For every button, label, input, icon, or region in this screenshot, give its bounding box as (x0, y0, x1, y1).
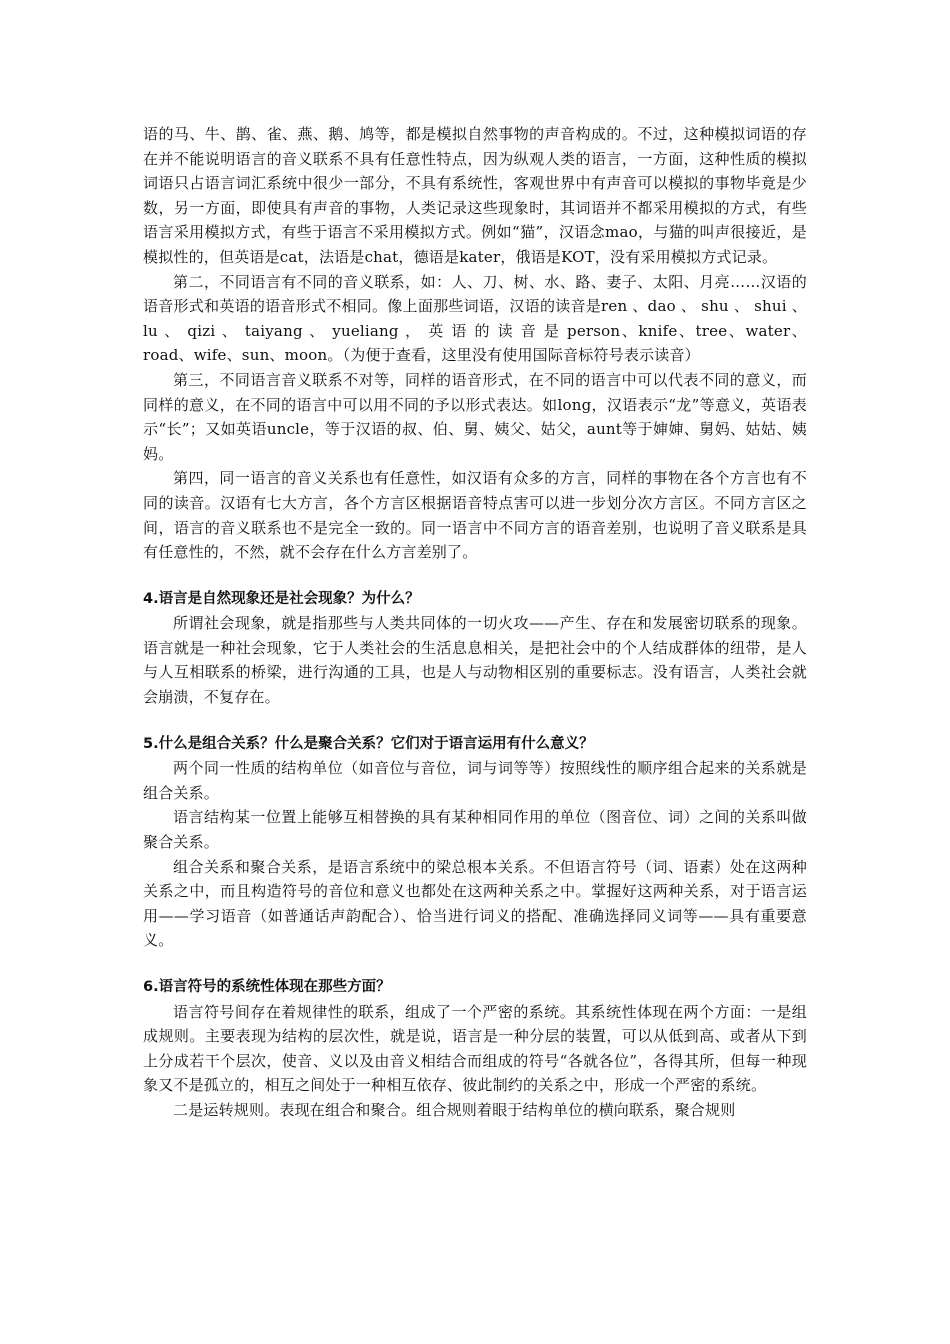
paragraph-point-three: 第三，不同语言音义联系不对等，同样的语音形式，在不同的语言中可以代表不同的意义，而同样的意义，在不同的语言中可以用不同的予以形式表达。如long，汉语表示“龙”等意义，英语表示“长”；又如英语uncle，等于汉语的叔、伯、舅、姨父、姑父，aunt等于婶婶、舅妈、姑姑、姨妈。 (143, 370, 807, 463)
answer-4-paragraph: 所谓社会现象，就是指那些与人类共同体的一切火攻——产生、存在和发展密切联系的现象。语言就是一种社会现象，它于人类社会的生活息息相关，是把社会中的个人结成群体的纽带，是人与人互相联系的桥梁，进行沟通的工具，也是人与动物相区别的重要标志。没有语言，人类社会就会崩溃，不复存在。 (143, 614, 807, 707)
section-gap (143, 953, 807, 975)
question-5-heading: 5.什么是组合关系？什么是聚合关系？它们对于语言运用有什么意义？ (143, 735, 594, 752)
paragraph-point-two: 第二，不同语言有不同的音义联系，如：人、刀、树、水、路、妻子、太阳、月亮……汉语的语音形式和英语的语音形式不相同。像上面那些词语，汉语的读音是ren 、dao 、 shu 、 shui 、 lu 、 qizi 、 taiyang 、 yueliang ， 英 语 的 读 音 是 person、knife、tree、water、road、wife、sun、moon。（为便于查看，这里没有使用国际音标符号表示读音） (143, 272, 807, 365)
paragraph-point-four: 第四，同一语言的音义关系也有任意性，如汉语有众多的方言，同样的事物在各个方言也有不同的读音。汉语有七大方言，各个方言区根据语音特点害可以进一步划分次方言区。不同方言区之间，语言的音义联系也不是完全一致的。同一语言中不同方言的语音差别，也说明了音义联系是具有任意性的，不然，就不会存在什么方言差别了。 (143, 469, 807, 562)
answer-5-paragraph-paradigmatic: 语言结构某一位置上能够互相替换的具有某种相同作用的单位（图音位、词）之间的关系叫做聚合关系。 (143, 808, 807, 852)
section-gap (143, 565, 807, 587)
document-page (143, 122, 807, 1123)
question-6-heading: 6.语言符号的系统性体现在那些方面？ (143, 979, 391, 995)
question-4-heading: 4.语言是自然现象还是社会现象？为什么？ (143, 590, 420, 607)
paragraph-mimetic-words: 语的马、牛、鹊、雀、燕、鹅、鸠等，都是模拟自然事物的声音构成的。不过，这种模拟词语的存在并不能说明语言的音义联系不具有任意性特点，因为纵观人类的语言，一方面，这种性质的模拟词语只占语言词汇系统中很少一部分，不具有系统性，客观世界中有声音可以模拟的事物毕竟是少数，另一方面，即使具有声音的事物，人类记录这些现象时，其词语并不都采用模拟的方式，有些语言采用模拟方式，有些于语言不采用模拟方式。例如“猫”，汉语念mao，与猫的叫声很接近，是模拟性的，但英语是cat，法语是chat，德语是kater，俄语是KOT，没有采用模拟方式记录。 (143, 125, 807, 266)
answer-5-paragraph-significance: 组合关系和聚合关系，是语言系统中的梁总根本关系。不但语言符号（词、语素）处在这两种关系之中，而且构造符号的音位和意义也都处在这两种关系之中。掌握好这两种关系，对于语言运用——学习语音（如普通话声韵配合）、恰当进行词义的搭配、准确选择同义词等——具有重要意义。 (143, 857, 807, 950)
answer-6-paragraph-operation: 二是运转规则。表现在组合和聚合。组合规则着眼于结构单位的横向联系，聚合规则 (173, 1100, 736, 1119)
answer-6-paragraph-composition: 语言符号间存在着规律性的联系，组成了一个严密的系统。其系统性体现在两个方面：一是组成规则。主要表现为结构的层次性，就是说，语言是一种分层的装置，可以从低到高、或者从下到上分成若干个层次，使音、义以及由音义相结合而组成的符号“各就各位”，各得其所，但每一种现象又不是孤立的，相互之间处于一种相互依存、彼此制约的关系之中，形成一个严密的系统。 (143, 1002, 807, 1095)
answer-5-paragraph-syntagmatic: 两个同一性质的结构单位（如音位与音位，词与词等等）按照线性的顺序组合起来的关系就是组合关系。 (143, 759, 807, 802)
section-gap (143, 710, 807, 732)
